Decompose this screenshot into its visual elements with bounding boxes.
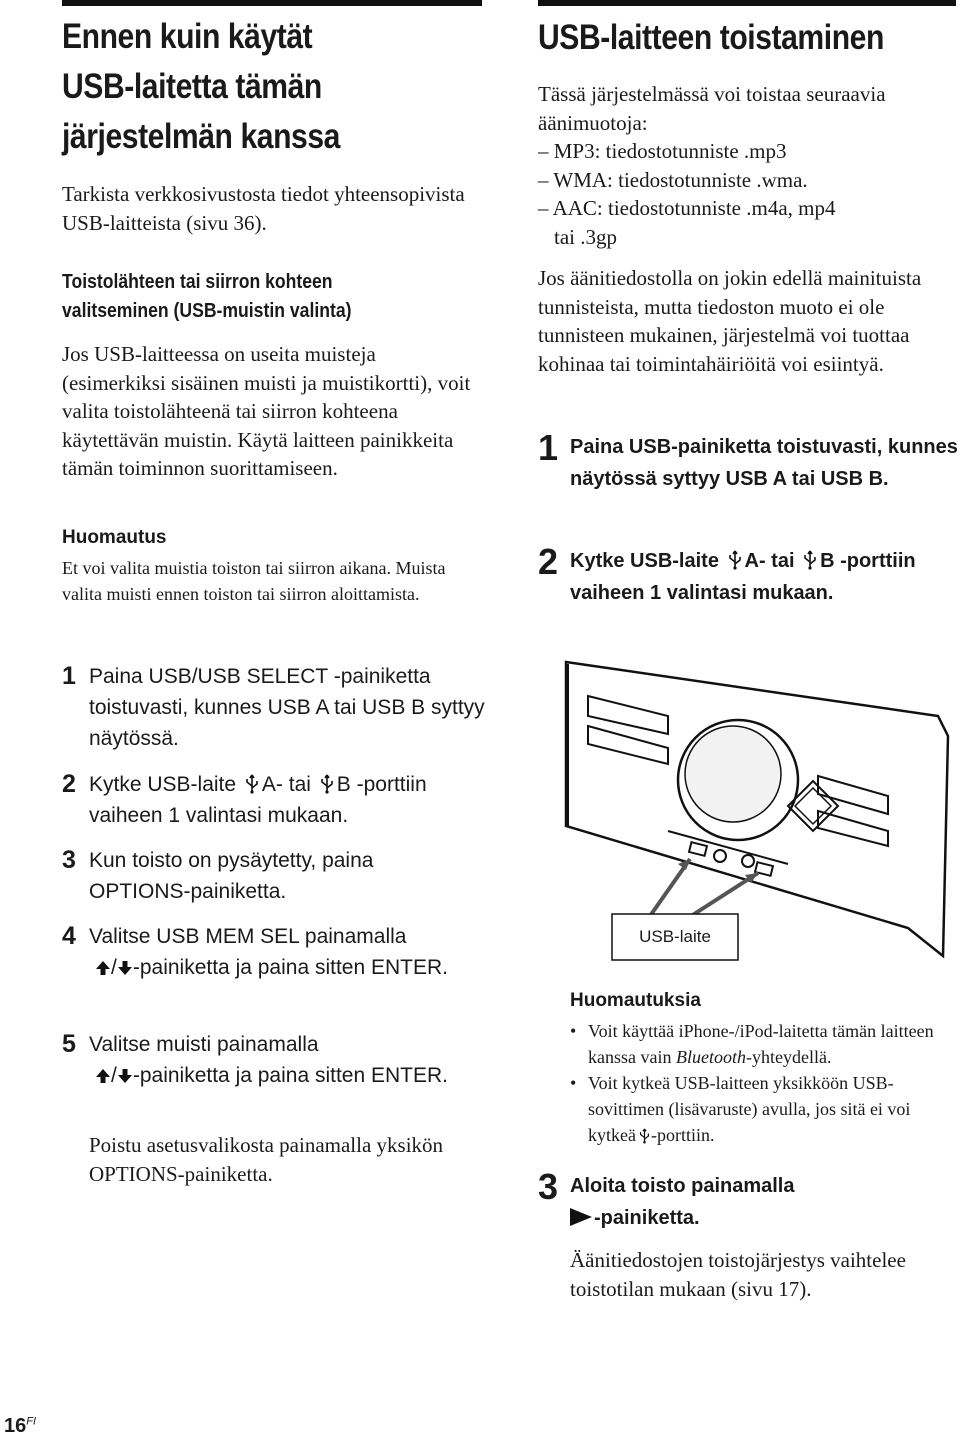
step-number: 4 <box>62 922 76 950</box>
note-item <box>570 1018 960 1070</box>
left-title-line-3: järjestelmän kanssa <box>62 117 340 156</box>
left-note-text: Et voi valita muistia toiston tai siirron aikana. Muista valita muisti ennen toiston tai siirron aloittamista. <box>62 558 446 604</box>
step-text-b: / <box>111 956 117 979</box>
step-text: Kun toisto on pysäytetty, paina OPTIONS-painiketta. <box>89 849 374 903</box>
right-top-rule <box>538 0 956 6</box>
step-text-b: -painiketta. <box>594 1207 700 1229</box>
step-text-b: / <box>111 1064 117 1087</box>
note-item <box>570 1070 960 1148</box>
step-number: 2 <box>62 770 76 798</box>
page-number-value: 16 <box>4 1415 27 1437</box>
usb-icon <box>320 774 334 794</box>
step-text: Paina USB/USB SELECT -painiketta toistuvasti, kunnes USB A tai USB B syttyy näytössä. <box>89 665 485 750</box>
left-subbody: Jos USB-laitteessa on useita muisteja (esimerkiksi sisäinen muisti ja muistikortti), voit valita toistolähteenä tai siirron kohteena käytettävän muistin. Käytä laitteen painikkeita tämän toiminnon suorittamiseen. <box>62 342 471 480</box>
right-title: USB-laitteen toistaminen <box>538 18 884 57</box>
arrow-down-icon <box>117 960 133 976</box>
left-intro: Tarkista verkkosivustosta tiedot yhteensopivista USB-laitteista (sivu 36). <box>62 182 465 235</box>
step-text-a: Valitse muisti painamalla <box>89 1033 319 1056</box>
note-text-italic: Bluetooth <box>675 1047 746 1067</box>
page-number <box>4 1415 36 1438</box>
page-language: FI <box>26 1415 37 1428</box>
note-text-a: Voit käyttää iPhone-/iPod-laitetta tämän laitteen kanssa vain <box>588 1021 934 1067</box>
step-text-b: A- tai <box>744 550 795 572</box>
notes-list <box>570 1018 960 1148</box>
order-text: Äänitiedostojen toistojärjestys vaihtelee toistotilan mukaan (sivu 17). <box>570 1248 906 1301</box>
formats-list <box>538 137 836 251</box>
left-subheading-line-2: valitseminen (USB-muistin valinta) <box>62 300 352 322</box>
right-step-1 <box>538 427 958 495</box>
left-step-3 <box>62 845 522 907</box>
left-step-4 <box>62 921 522 983</box>
left-step-2 <box>62 769 522 831</box>
step-number: 2 <box>538 541 559 582</box>
step-number: 3 <box>62 846 76 874</box>
step-number: 1 <box>62 662 76 690</box>
step-number: 1 <box>538 427 559 468</box>
step-text-a: Kytke USB-laite <box>570 550 719 572</box>
step-text-c: B -porttiin vaiheen 1 valintasi mukaan. <box>89 773 427 827</box>
step-number: 3 <box>538 1166 559 1207</box>
step-text-a: Kytke USB-laite <box>89 773 237 796</box>
arrow-down-icon <box>117 1068 133 1084</box>
format-item: – WMA: tiedostotunniste .wma. <box>538 167 808 192</box>
left-exit-text: Poistu asetusvalikosta painamalla yksikön OPTIONS-painiketta. <box>89 1133 444 1186</box>
usb-icon <box>245 774 259 794</box>
usb-icon <box>803 550 817 570</box>
step-number: 5 <box>62 1030 76 1058</box>
diagram-label: USB-laite <box>639 927 711 946</box>
arrow-up-icon <box>95 1068 111 1084</box>
format-item: – AAC: tiedostotunniste .m4a, mp4 <box>538 196 836 220</box>
step-text-c: -painiketta ja paina sitten ENTER. <box>132 1064 448 1087</box>
arrow-up-icon <box>95 960 111 976</box>
step-text-c: -painiketta ja paina sitten ENTER. <box>132 956 448 979</box>
step-text-a: Valitse USB MEM SEL painamalla <box>89 925 407 948</box>
right-step-2 <box>538 541 958 609</box>
left-title-line-2: USB-laitetta tämän <box>62 67 322 106</box>
left-title <box>62 12 385 162</box>
left-title-line-1: Ennen kuin käytät <box>62 17 313 56</box>
step-text-b: A- tai <box>261 773 311 796</box>
usb-icon <box>728 550 742 570</box>
note-text-a: Voit kytkeä USB-laitteen yksikköön USB-sovittimen (lisävaruste) avulla, jos sitä ei voi kytkeä <box>588 1073 911 1145</box>
left-note-heading: Huomautus <box>62 527 167 548</box>
note-text-b: -yhteydellä. <box>745 1047 832 1067</box>
step-text-c: B -porttiin vaiheen 1 valintasi mukaan. <box>570 550 916 604</box>
notes-heading: Huomautuksia <box>570 990 701 1011</box>
play-icon <box>570 1208 592 1226</box>
note-text-b: -porttiin. <box>650 1125 715 1145</box>
left-top-rule <box>62 0 482 6</box>
format-warning: Jos äänitiedostolla on jokin edellä mainituista tunnisteista, mutta tiedoston muoto ei ole tunnisteen mukainen, järjestelmä voi tuottaa kohinaa tai toimintahäiriöitä voi esiintyä. <box>538 266 922 376</box>
left-step-1 <box>62 661 522 754</box>
format-item-cont: tai .3gp <box>554 224 617 249</box>
step-text: Paina USB-painiketta toistuvasti, kunnes näytössä syttyy USB A tai USB B. <box>570 436 958 490</box>
formats-intro: Tässä järjestelmässä voi toistaa seuraavia äänimuotoja: <box>538 82 886 135</box>
left-step-5 <box>62 1029 522 1091</box>
right-step-3 <box>538 1166 958 1234</box>
format-item: – MP3: tiedostotunniste .mp3 <box>538 139 787 163</box>
step-text-a: Aloita toisto painamalla <box>570 1175 795 1197</box>
left-subheading-line-1: Toistolähteen tai siirron kohteen <box>62 271 333 293</box>
usb-icon <box>639 1128 650 1144</box>
left-subheading <box>62 268 391 326</box>
